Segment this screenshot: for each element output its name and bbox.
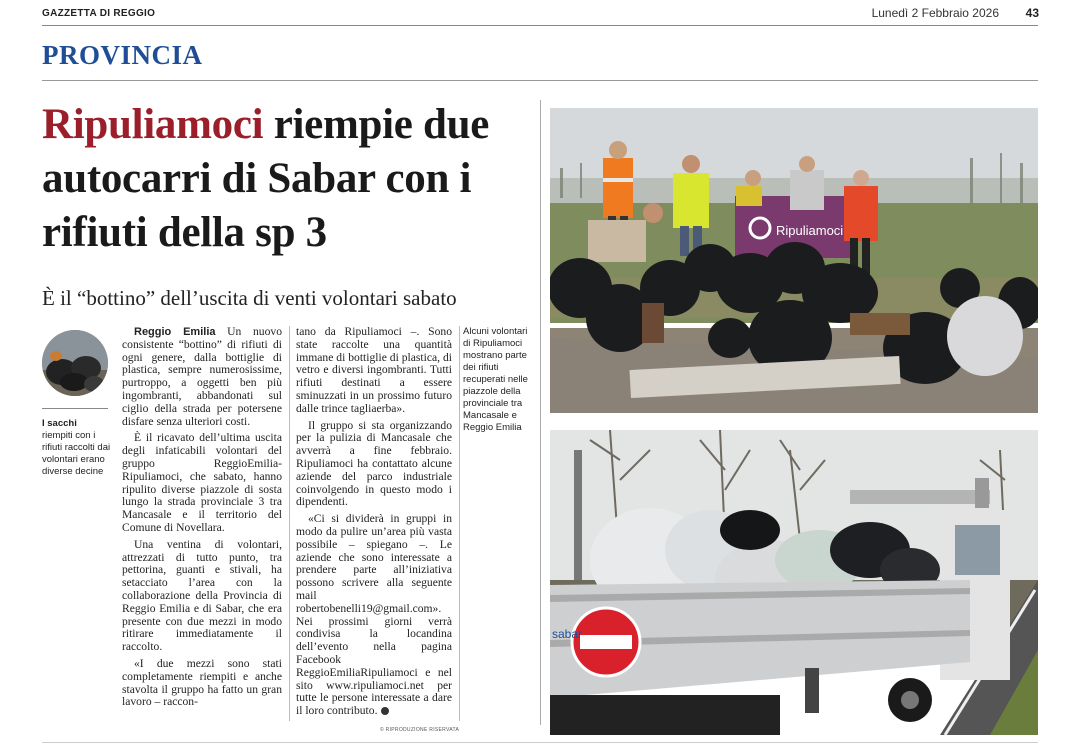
paragraph: «I due mezzi sono stati completamente riempiti e anche stavolta il gruppo ha fatto un gran lavoro – raccon- xyxy=(122,656,282,709)
column-divider xyxy=(540,100,541,725)
volunteers-image xyxy=(550,108,1038,413)
issue-date: Lunedì 2 Febbraio 2026 xyxy=(871,6,999,20)
thumbnail-caption xyxy=(42,418,112,478)
thumbnail-rule xyxy=(42,408,108,409)
paragraph: Un nuovo consistente “bottino” di rifiuti di ogni genere, dalla bottiglie di plastica, sempre numerosissime, purtroppo, a oggetti ben più ingombranti, abbandonati sul ciglio della strada per potersene disfare senza ulteriori costi. xyxy=(122,325,282,428)
truck-image xyxy=(550,430,1038,735)
banner-text: Ripuliamoci xyxy=(776,223,844,238)
paragraph: tano da Ripuliamoci –. Sono state raccolte una quantità immane di bottiglie di plastica, di vetro e diversi ingombranti. Tutti rifiuti destinati a essere sminuzzati in un prossimo futuro dalle trince tagliaerba». xyxy=(296,325,452,415)
thumbnail-bags-image xyxy=(42,330,108,396)
subheadline: È il “bottino” dell’uscita di venti volontari sabato xyxy=(42,286,457,310)
masthead: GAZZETTA DI REGGIO xyxy=(42,8,156,19)
dateline: Reggio Emilia xyxy=(134,326,216,338)
thumbnail-caption-title: I sacchi xyxy=(42,418,77,429)
article-column-1 xyxy=(122,326,282,713)
section-title: PROVINCIA xyxy=(42,40,203,70)
bottom-rule xyxy=(42,742,1038,743)
headline xyxy=(42,98,542,260)
top-rule xyxy=(42,25,1038,26)
headline-rest: riempie due autocarri di Sabar con i rifiuti della sp 3 xyxy=(42,101,489,256)
article-column-2 xyxy=(296,326,452,722)
stop-sign-icon xyxy=(572,608,640,676)
photo-caption: Alcuni volontari di Ripuliamoci mostrano parte dei rifiuti recuperati nelle piazzole della provinciale tra Mancasale e Reggio Emilia xyxy=(463,326,528,433)
section-rule xyxy=(42,80,1038,81)
paragraph: È il ricavato dell’ultima uscita degli infaticabili volontari del gruppo ReggioEmilia-Ripuliamoci, che sabato, hanno ripulito diverse piazzole di sosta lungo la strada provinciale 3 tra Mancasale e il territorio del Comune di Novellara. xyxy=(122,431,282,534)
photo-truck xyxy=(550,430,1038,735)
copyright-notice: © RIPRODUZIONE RISERVATA xyxy=(380,727,460,733)
photo-volunteers xyxy=(550,108,1038,413)
paragraph-last xyxy=(296,513,452,718)
page-number: 43 xyxy=(1025,6,1039,20)
thumbnail-photo xyxy=(42,330,108,396)
paragraph-text: «Ci si dividerà in gruppi in modo da pulire un’area più vasta possibile – spiegano –. Le aziende che sono interessate a prendere parte all’iniziativa possono scrivere alla seguente mail robertobenelli19@gmail.com». Nei prossimi giorni verrà condivisa la locandina dell’evento nella pagina Facebook ReggioEmiliaRipuliamoci e nel sito www.ripuliamoci.net per tutte le persone interessate a dare il loro contributo. xyxy=(296,512,452,718)
paragraph: Una ventina di volontari, attrezzati di tutto punto, tra pettorina, guanti e stivali, ha setacciato l’area con la collaborazione della Provincia di Reggio Emilia e di Sabar, che era presente con due mezzi in modo ritirare immediatamente il raccolto. xyxy=(122,537,282,654)
paragraph: Il gruppo si sta organizzando per la pulizia di Mancasale che avverrà a fine febbraio. Ripuliamoci ha contattato alcune aziende del parco industriale coinvolgendo in questo modo i dipendenti. xyxy=(296,418,452,509)
end-mark-icon xyxy=(381,707,389,715)
column-rule xyxy=(459,326,460,721)
truck-brand: sabar xyxy=(552,627,583,641)
thumbnail-caption-text: riempiti con i rifiuti raccolti dai volontari erano diverse decine xyxy=(42,430,111,477)
column-rule xyxy=(289,326,290,721)
headline-brand: Ripuliamoci xyxy=(42,101,264,148)
